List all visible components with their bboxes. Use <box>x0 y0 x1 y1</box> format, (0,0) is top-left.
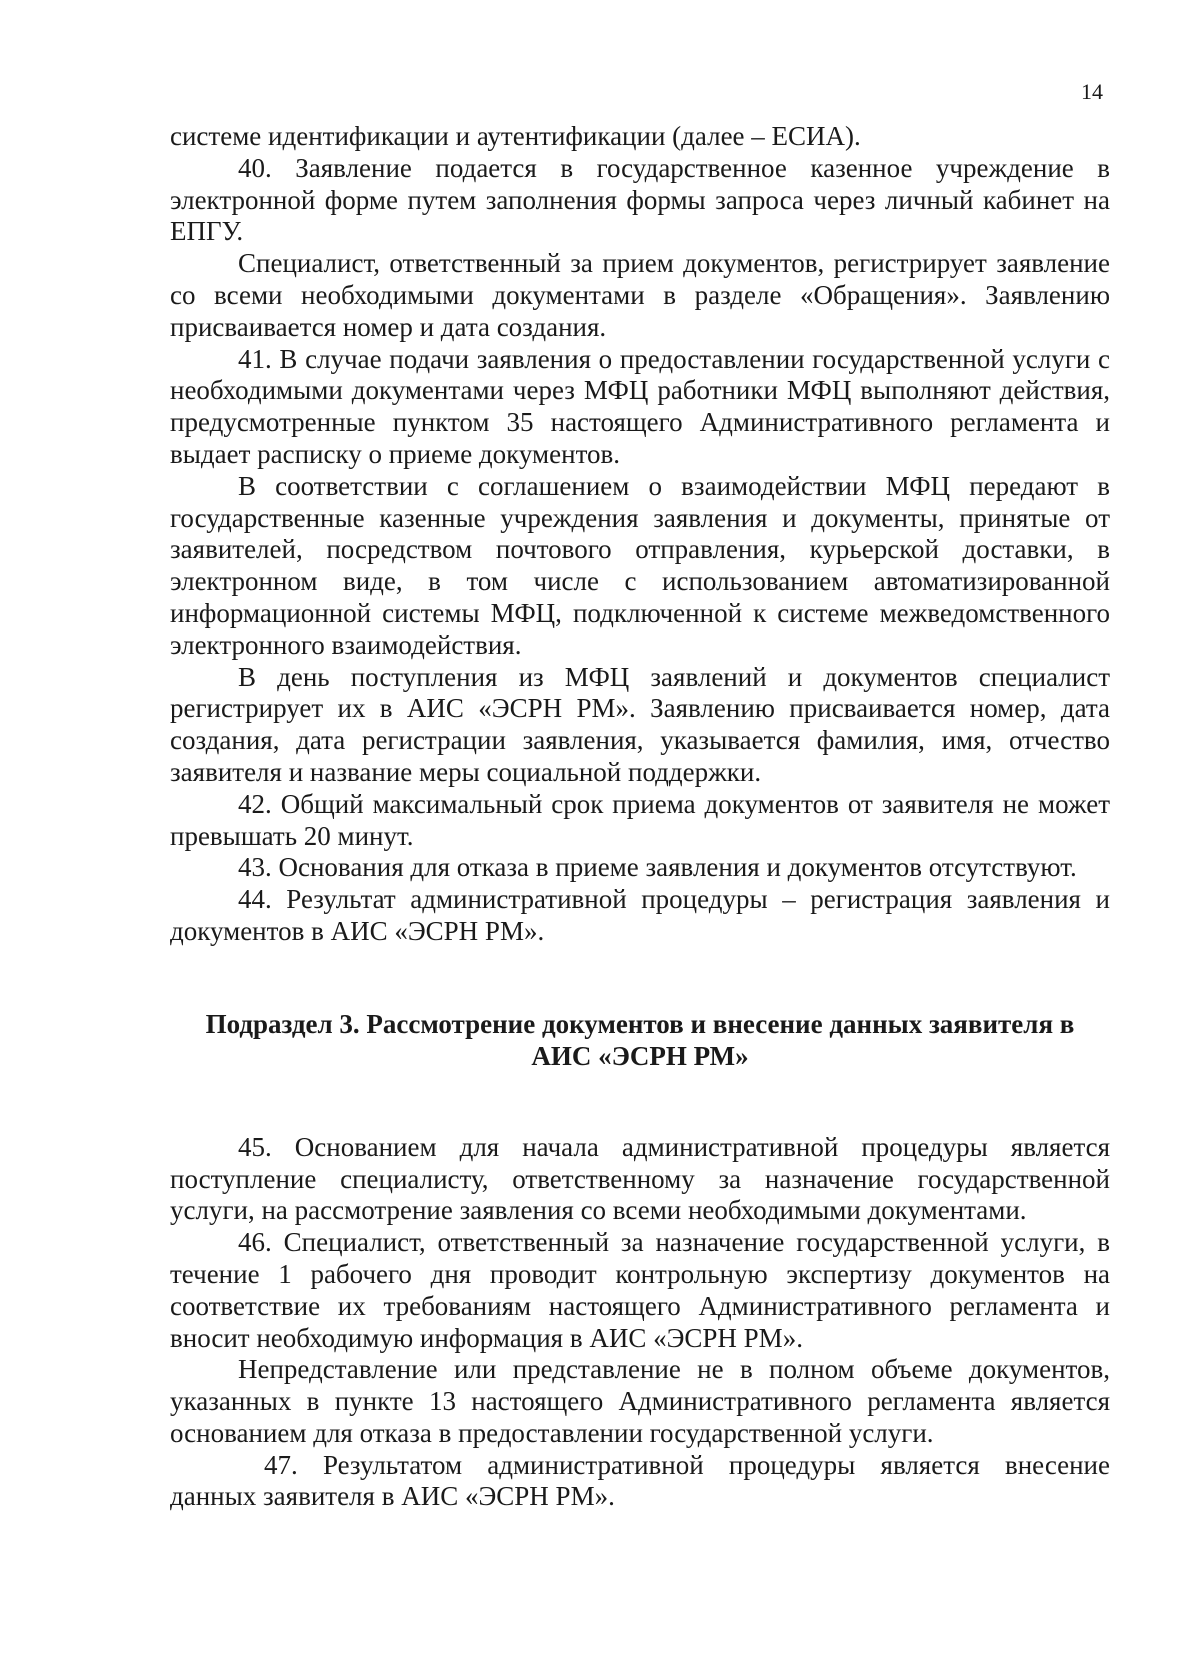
paragraph-44: 44. Результат административной процедуры – регистрация заявления и документов в АИС «ЭСРН РМ». <box>170 884 1110 946</box>
paragraph-41: 41. В случае подачи заявления о предоставлении государственной услуги с необходимыми документами через МФЦ работники МФЦ выполняют действия, предусмотренные пунктом 35 настоящего Административного регламента и выдает расписку о приеме документов. <box>170 343 1110 469</box>
document-body <box>170 121 1110 1513</box>
paragraph-40-specialist: Специалист, ответственный за прием документов, регистрирует заявление со всеми необходимыми документами в разделе «Обращения». Заявлению присваивается номер и дата создания. <box>170 248 1110 342</box>
paragraph-46: 46. Специалист, ответственный за назначение государственной услуги, в течение 1 рабочего дня проводит контрольную экспертизу документов на соответствие их требованиям настоящего Административного регламента и вносит необходимую информация в АИС «ЭСРН РМ». <box>170 1227 1110 1353</box>
paragraph-42: 42. Общий максимальный срок приема документов от заявителя не может превышать 20 минут. <box>170 788 1110 851</box>
paragraph-esia-continuation: системе идентификации и аутентификации (далее – ЕСИА). <box>170 121 861 151</box>
section-heading-line-2: АИС «ЭСРН РМ» <box>531 1040 749 1071</box>
section-heading <box>170 1008 1110 1072</box>
paragraph-40: 40. Заявление подается в государственное казенное учреждение в электронной форме путем заполнения формы запроса через личный кабинет на ЕПГУ. <box>170 152 1110 247</box>
paragraph-47: 47. Результатом административной процедуры является внесение данных заявителя в АИС «ЭСРН РМ». <box>170 1449 1110 1512</box>
paragraph-41-agreement: В соответствии с соглашением о взаимодействии МФЦ передают в государственные казенные учреждения заявления и документы, принятые от заявителей, посредством почтового отправления, курьерской доставки, в электронном виде, в том числе с использованием автоматизированной информационной системы МФЦ, подключенной к системе межведомственного электронного взаимодействия. <box>170 470 1110 660</box>
paragraph-41-registration: В день поступления из МФЦ заявлений и документов специалист регистрирует их в АИС «ЭСРН РМ». Заявлению присваивается номер, дата создания, дата регистрации заявления, указывается фамилия, имя, отчество заявителя и название меры социальной поддержки. <box>170 661 1110 787</box>
paragraph-45: 45. Основанием для начала административной процедуры является поступление специалисту, ответственному за назначение государственной услуги, на рассмотрение заявления со всеми необходимыми документами. <box>170 1131 1110 1226</box>
paragraph-43: 43. Основания для отказа в приеме заявления и документов отсутствуют. <box>238 852 1077 883</box>
page-number: 14 <box>1081 79 1103 104</box>
paragraph-46-refusal: Непредставление или представление не в полном объеме документов, указанных в пункте 13 настоящего Административного регламента является основанием для отказа в предоставлении государственной услуги. <box>170 1354 1110 1448</box>
section-heading-line-1: Подраздел 3. Рассмотрение документов и внесение данных заявителя в <box>205 1008 1075 1039</box>
